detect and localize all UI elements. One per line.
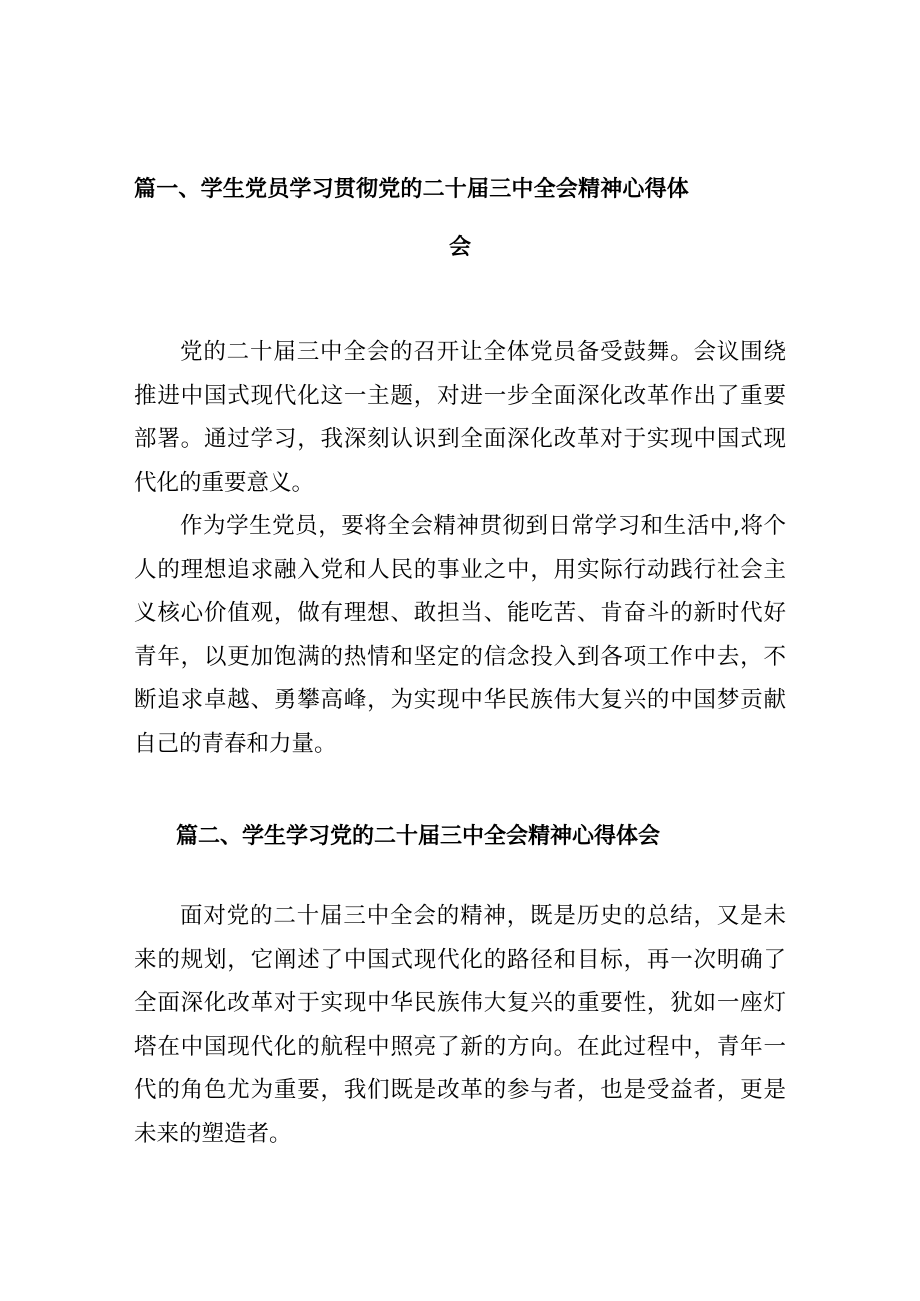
section1-paragraph-1: 党的二十届三中全会的召开让全体党员备受鼓舞。会议围绕推进中国式现代化这一主题，对进一步全面深化改革作出了重要部署。通过学习，我深刻认识到全面深化改革对于实现中国式现代化的重要意义。 [134, 339, 786, 496]
section1-title-line2: 会 [448, 235, 471, 260]
section1-paragraph-2: 作为学生党员，要将全会精神贯彻到日常学习和生活中,将个人的理想追求融入党和人民的事业之中，用实际行动践行社会主义核心价值观，做有理想、敢担当、能吃苦、肯奋斗的新时代好青年，以更加饱满的热情和坚定的信念投入到各项工作中去，不断追求卓越、勇攀高峰，为实现中华民族伟大复兴的中国梦贡献自己的青春和力量。 [134, 513, 786, 757]
section2-paragraph-1: 面对党的二十届三中全会的精神，既是历史的总结，又是未来的规划，它阐述了中国式现代化的路径和目标，再一次明确了全面深化改革对于实现中华民族伟大复兴的重要性，犹如一座灯塔在中国现代化的航程中照亮了新的方向。在此过程中，青年一代的角色尤为重要，我们既是改革的参与者，也是受益者，更是未来的塑造者。 [134, 903, 786, 1147]
section2-title: 篇二、学生学习党的二十届三中全会精神心得体会 [176, 824, 661, 849]
section1-title-line1: 篇一、学生党员学习贯彻党的二十届三中全会精神心得体 [134, 177, 690, 202]
